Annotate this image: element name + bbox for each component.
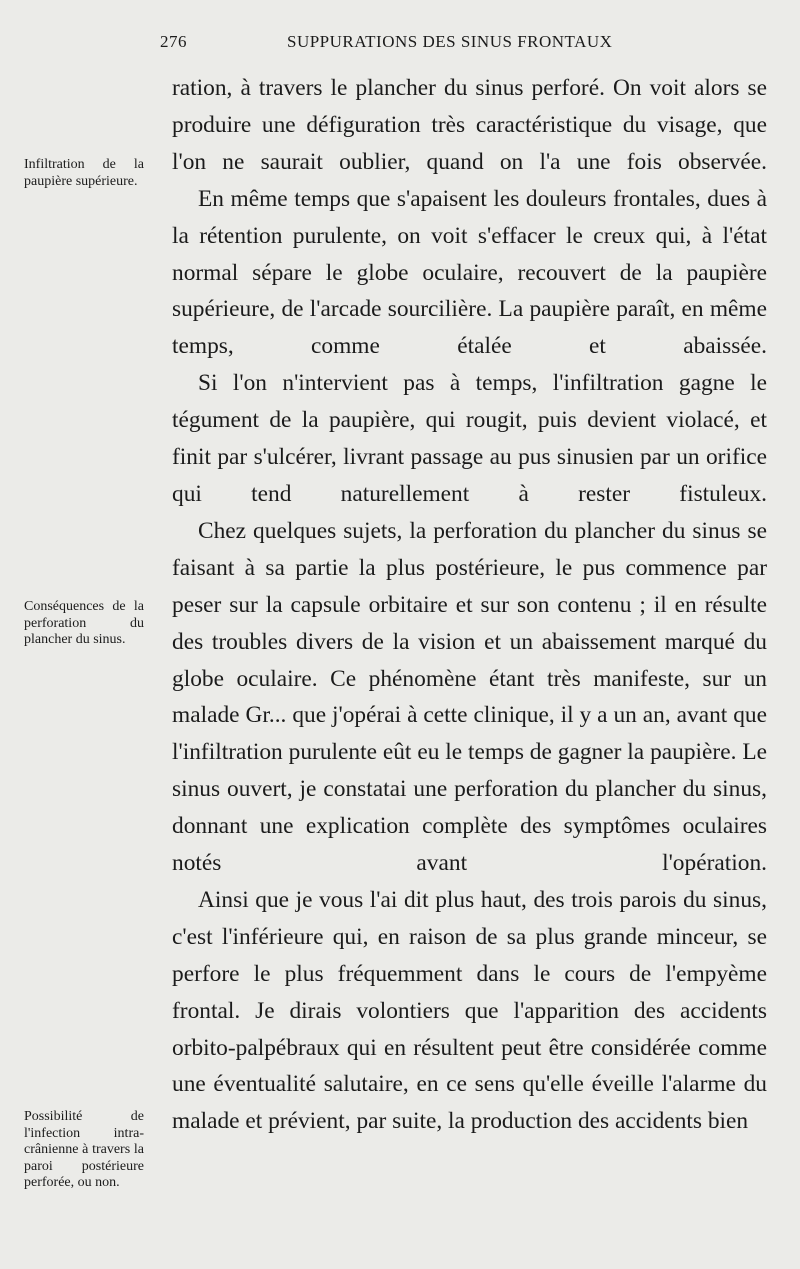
- body-text: [172, 70, 767, 1140]
- paragraph: Chez quelques sujets, la perforation du plancher du sinus se faisant à sa partie la plus postérieure, le pus commence par peser sur la capsule orbitaire et sur son contenu ; il en résulte des troubles divers de la vision et un abaissement marqué du globe oculaire. Ce phénomène étant très manifeste, sur un malade Gr... que j'opérai à cette clinique, il y a un an, avant que l'infiltration purulente eût eu le temps de gagner la paupière. Le sinus ouvert, je constatai une perforation du plancher du sinus, donnant une explication complète des symptômes oculaires notés avant l'opération.: [172, 517, 767, 877]
- page-number: 276: [160, 32, 187, 51]
- page-header: [150, 26, 770, 56]
- paragraph: En même temps que s'apaisent les douleurs frontales, dues à la rétention purulente, on voit s'effacer le creux qui, à l'état normal sépare le globe oculaire, recouvert de la paupière supérieure, de l'arcade sourcilière. La paupière paraît, en même temps, comme étalée et abaissée.: [172, 185, 767, 360]
- margin-note-consequences: Conséquences de la perforation du plancher du sinus.: [24, 599, 144, 647]
- running-head: SUPPURATIONS DES SINUS FRONTAUX: [287, 32, 613, 51]
- paragraph: ration, à travers le plancher du sinus perforé. On voit alors se produire une défiguration très caractéristique du visage, que l'on ne saurait oublier, quand on l'a une fois observée.: [172, 75, 767, 175]
- margin-note-possibility: Possibilité de l'infection intra-crânienne à travers la paroi postérieure perforée, ou non.: [24, 1109, 144, 1190]
- margin-note-infiltration: Infiltration de la paupière supérieure.: [24, 157, 144, 189]
- paragraph: Si l'on n'intervient pas à temps, l'infiltration gagne le tégument de la paupière, qui rougit, puis devient violacé, et finit par s'ulcérer, livrant passage au pus sinusien par un orifice qui tend naturellement à rester fistuleux.: [172, 370, 767, 507]
- paragraph: Ainsi que je vous l'ai dit plus haut, des trois parois du sinus, c'est l'inférieure qui, en raison de sa plus grande minceur, se perfore le plus fréquemment dans le cours de l'empyème frontal. Je dirais volontiers que l'apparition des accidents orbito-palpébraux qui en résultent peut être considérée comme une éventualité salutaire, en ce sens qu'elle éveille l'alarme du malade et prévient, par suite, la production des accidents bien: [172, 886, 767, 1135]
